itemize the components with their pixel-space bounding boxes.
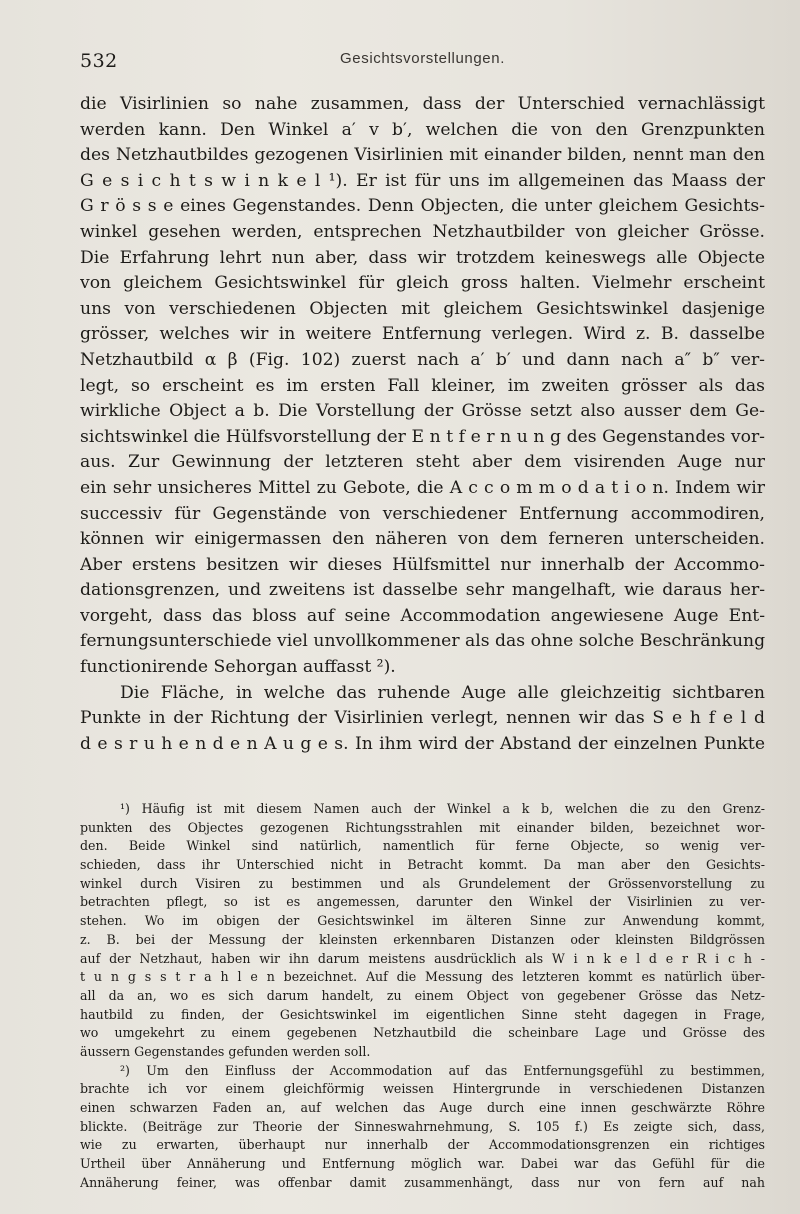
text-line: Die Fläche, in welche das ruhende Auge alle gleichzeitig sichtbaren bbox=[120, 682, 765, 703]
text-line: sichtswinkel die Hülfsvorstellung der E n t f e r n u n g des Gegenstandes vor- bbox=[80, 426, 765, 447]
footnote-line: einen schwarzen Faden an, auf welchen das Auge durch eine innen geschwärzte Röhre bbox=[80, 1100, 765, 1115]
text-line: successiv für Gegenstände von verschiedener Entfernung accommodiren, bbox=[80, 503, 765, 524]
footnote-line: betrachten pflegt, so ist es angemessen, darunter den Winkel der Visirlinien zu ver- bbox=[80, 894, 765, 910]
text-line: fernungsunterschiede viel unvollkommener als das ohne solche Beschränkung bbox=[80, 631, 765, 652]
text-line: G e s i c h t s w i n k e l ¹). Er ist für uns im allgemeinen das Maass der bbox=[80, 170, 765, 191]
text-line: d e s r u h e n d e n A u g e s. In ihm wird der Abstand der einzelnen Punkte bbox=[80, 733, 765, 754]
text-line: können wir einigermassen den näheren von dem ferneren unterscheiden. bbox=[80, 529, 765, 550]
footnote-line: winkel durch Visiren zu bestimmen und als Grundelement der Grössenvorstellung zu bbox=[80, 875, 765, 891]
text-line: grösser, welches wir in weitere Entfernung verlegen. Wird z. B. dasselbe bbox=[80, 324, 765, 345]
footnote-line: blickte. (Beiträge zur Theorie der Sinneswahrnehmung, S. 105 f.) Es zeigte sich, dass, bbox=[80, 1118, 765, 1134]
footnote-line: z. B. bei der Messung der kleinsten erkennbaren Distanzen oder kleinsten Bildgrössen bbox=[80, 931, 765, 947]
footnote-line: wie zu erwarten, überhaupt nur innerhalb der Accommodationsgrenzen ein richtiges bbox=[80, 1137, 765, 1153]
footnotes bbox=[80, 800, 765, 1192]
text-line: winkel gesehen werden, entsprechen Netzhautbilder von gleicher Grösse. bbox=[80, 221, 765, 242]
footnote-line: all da an, wo es sich darum handelt, zu einem Object von gegebener Grösse das Netz- bbox=[80, 987, 765, 1003]
footnote-line: wo umgekehrt zu einem gegebenen Netzhautbild die scheinbare Lage und Grösse des bbox=[80, 1025, 765, 1041]
text-line: dationsgrenzen, und zweitens ist dasselbe sehr mangelhaft, wie daraus her- bbox=[80, 580, 765, 601]
text-line: Aber erstens besitzen wir dieses Hülfsmittel nur innerhalb der Accommo- bbox=[80, 554, 765, 575]
footnote-line: schieden, dass ihr Unterschied nicht in Betracht kommt. Da man aber den Gesichts- bbox=[80, 857, 765, 873]
text-line: des Netzhautbildes gezogenen Visirlinien mit einander bilden, nennt man den bbox=[80, 145, 765, 166]
footnote-line: punkten des Objectes gezogenen Richtungsstrahlen mit einander bilden, bezeichnet wor- bbox=[80, 819, 765, 835]
text-line: die Visirlinien so nahe zusammen, dass der Unterschied vernachlässigt bbox=[80, 94, 765, 114]
text-line: Die Erfahrung lehrt nun aber, dass wir trotzdem keineswegs alle Objecte bbox=[80, 247, 765, 268]
footnote-line: Annäherung feiner, was offenbar damit zusammenhängt, dass nur von fern auf nah bbox=[80, 1174, 765, 1190]
text-line: wirkliche Object a b. Die Vorstellung der Grösse setzt also ausser dem Ge- bbox=[80, 401, 765, 422]
footnote-line: stehen. Wo im obigen der Gesichtswinkel im älteren Sinne zur Anwendung kommt, bbox=[80, 913, 765, 929]
text-line: werden kann. Den Winkel a′ v b′, welchen die von den Grenzpunkten bbox=[80, 119, 765, 140]
footnote-line: brachte ich vor einem gleichförmig weissen Hintergrunde in verschiedenen Distanzen bbox=[80, 1081, 765, 1097]
page-header bbox=[80, 42, 765, 76]
text-line: uns von verschiedenen Objecten mit gleichem Gesichtswinkel dasjenige bbox=[80, 298, 765, 319]
footnote-line: auf der Netzhaut, haben wir ihn darum meistens ausdrücklich als W i n k e l d e r R i c h - bbox=[80, 950, 765, 966]
text-line: Netzhautbild α β (Fig. 102) zuerst nach a′ b′ und dann nach a″ b″ ver- bbox=[80, 349, 765, 370]
text-line: functionirende Sehorgan auffasst ²). bbox=[80, 657, 396, 678]
footnote-line: hautbild zu finden, der Gesichtswinkel im eigentlichen Sinne steht dagegen in Frage, bbox=[80, 1006, 765, 1022]
footnote-line: t u n g s s t r a h l e n bezeichnet. Auf die Messung des letzteren kommt es natürlich über- bbox=[80, 969, 765, 985]
footnote-line: ¹) Häufig ist mit diesem Namen auch der Winkel a k b, welchen die zu den Grenz- bbox=[120, 801, 765, 816]
text-line: G r ö s s e eines Gegenstandes. Denn Objecten, die unter gleichem Gesichts- bbox=[80, 196, 765, 217]
running-title: Gesichtsvorstellungen. bbox=[340, 50, 505, 67]
main-text bbox=[80, 92, 765, 757]
footnote-line: den. Beide Winkel sind natürlich, namentlich für ferne Objecte, so wenig ver- bbox=[80, 838, 765, 854]
text-line: Punkte in der Richtung der Visirlinien verlegt, nennen wir das S e h f e l d bbox=[80, 708, 765, 729]
text-line: legt, so erscheint es im ersten Fall kleiner, im zweiten grösser als das bbox=[80, 375, 765, 396]
text-line: vorgeht, dass das bloss auf seine Accommodation angewiesene Auge Ent- bbox=[80, 605, 765, 626]
text-line: von gleichem Gesichtswinkel für gleich gross halten. Vielmehr erscheint bbox=[80, 273, 765, 294]
footnote-line: Urtheil über Annäherung und Entfernung möglich war. Dabei war das Gefühl für die bbox=[80, 1156, 765, 1172]
text-line: aus. Zur Gewinnung der letzteren steht aber dem visirenden Auge nur bbox=[80, 452, 765, 473]
footnote-line: äussern Gegenstandes gefunden werden soll. bbox=[80, 1043, 371, 1059]
footnote-line: ²) Um den Einfluss der Accommodation auf das Entfernungsgefühl zu bestimmen, bbox=[120, 1062, 765, 1078]
page-number: 532 bbox=[80, 50, 118, 72]
text-line: ein sehr unsicheres Mittel zu Gebote, die A c c o m m o d a t i o n. Indem wir bbox=[80, 477, 765, 498]
